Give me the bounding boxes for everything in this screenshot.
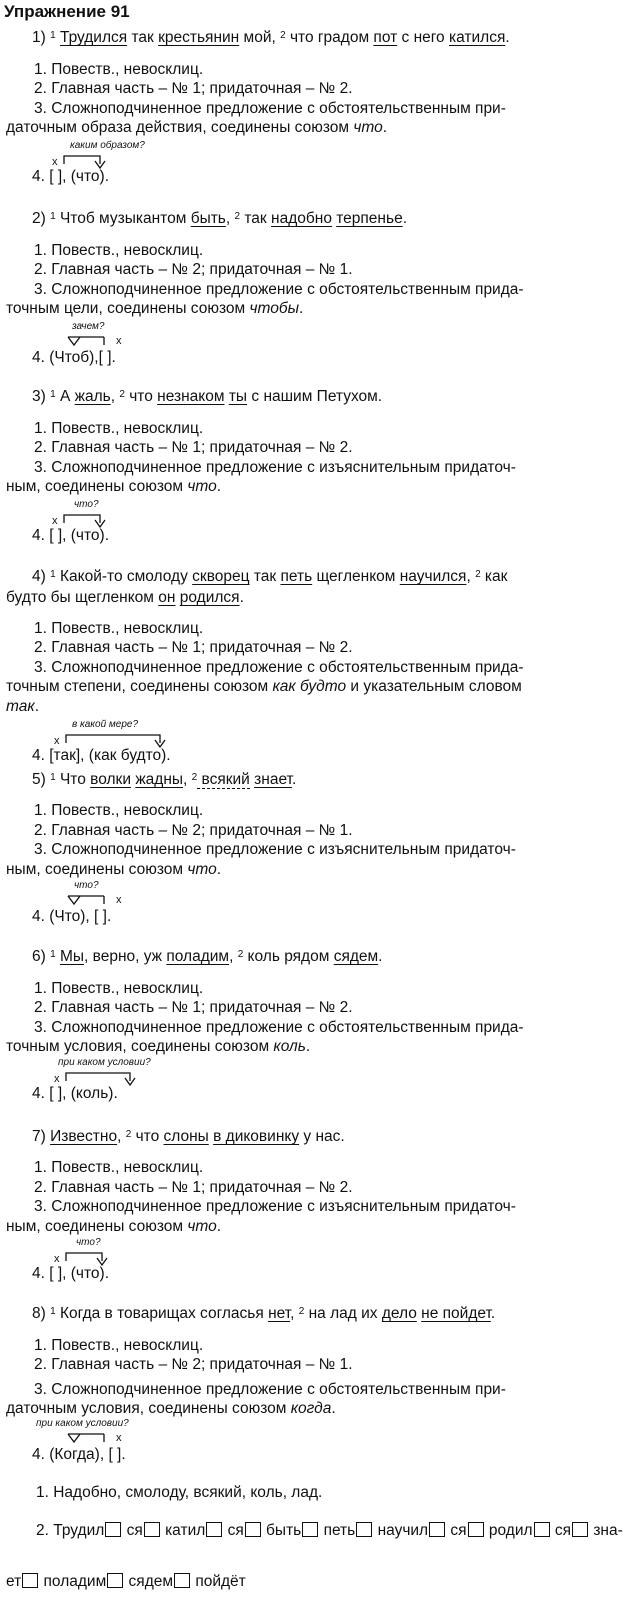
analysis-item: даточным условия, соединены союзом когда. <box>6 1400 336 1417</box>
sentence-number: 6) <box>32 948 46 965</box>
analysis-item: ным, соединены союзом что. <box>6 478 222 495</box>
analysis-item: 2. Главная часть – № 2; придаточная – № 1. <box>34 1356 353 1373</box>
sentence-5 <box>32 770 296 789</box>
analysis-item: 1. Повеств., невосклиц. <box>34 242 204 259</box>
ending-box-icon <box>534 1522 550 1537</box>
grammatical-basis-word: не пойдет <box>421 1305 491 1322</box>
sentence-6 <box>32 947 382 966</box>
scheme-question: что? <box>76 1237 101 1248</box>
sentence-3 <box>32 387 382 406</box>
sentence-fragment: , верно, уж <box>84 948 167 965</box>
sentence-fragment: с него <box>397 29 449 46</box>
analysis-item: 1. Повеств., невосклиц. <box>34 1159 204 1176</box>
analysis-item: 3. Сложноподчиненное предложение с изъяснительным придаточ- <box>34 1198 516 1215</box>
analysis-item: 3. Сложноподчиненное предложение с обстоятельственным при- <box>34 100 506 117</box>
scheme-question: что? <box>74 499 99 510</box>
sentence-text <box>50 210 407 227</box>
scheme-question: каким образом? <box>70 140 145 151</box>
sentence-number: 5) <box>32 771 46 788</box>
morpheme-word: ся <box>126 1522 143 1539</box>
morpheme-word: ет <box>6 1573 22 1590</box>
sentence-fragment: Какой-то смолоду <box>55 568 193 585</box>
ending-box-icon <box>174 1573 190 1588</box>
grammatical-basis-word: научился <box>399 568 467 585</box>
morpheme-word: поладим <box>43 1573 107 1590</box>
sentence-fragment: мой, <box>239 29 281 46</box>
sentence-fragment: . <box>378 948 383 965</box>
analysis-item: даточным образа действия, соединены союзом что. <box>6 119 388 136</box>
sentence-text <box>50 948 382 965</box>
scheme-question: зачем? <box>72 321 105 332</box>
sentence-scheme <box>32 880 232 925</box>
analysis-item: 3. Сложноподчиненное предложение с обстоятельственным прида- <box>34 659 524 676</box>
ending-box-icon <box>429 1522 445 1537</box>
clause-number: 1 <box>50 30 56 41</box>
ending-box-icon <box>107 1573 123 1588</box>
sentence-text <box>50 1128 345 1145</box>
analysis-item: 1. Повеств., невосклиц. <box>34 1337 204 1354</box>
analysis-item: 3. Сложноподчиненное предложение с изъяснительным придаточ- <box>34 841 516 858</box>
sentence-scheme <box>32 1057 252 1102</box>
clause-number: 2 <box>237 949 244 960</box>
grammatical-basis-word: нет <box>268 1305 291 1322</box>
morpheme-word: катил <box>165 1522 206 1539</box>
sentence-fragment: . <box>291 771 297 788</box>
sentence-scheme <box>32 719 252 764</box>
final-answer-line-2 <box>36 1522 623 1540</box>
sentence-fragment: , <box>183 771 192 788</box>
sentence-fragment: , <box>117 1128 126 1145</box>
scheme-question: в какой мере? <box>72 719 139 730</box>
sentence-fragment: А <box>55 388 75 405</box>
sentence-fragment: щегленком <box>312 568 400 585</box>
sentence-1 <box>32 28 510 47</box>
ending-box-icon <box>302 1522 318 1537</box>
grammatical-basis-word: слоны <box>163 1128 209 1145</box>
grammatical-basis-word: Известно <box>50 1128 118 1145</box>
analysis-item: 1. Повеств., невосклиц. <box>34 420 204 437</box>
analysis-item: так. <box>6 698 39 715</box>
ending-box-icon <box>22 1573 38 1588</box>
scheme-formula: 4. [ ], (что). <box>32 1265 110 1282</box>
sentence-fragment: , <box>225 210 235 227</box>
sentence-fragment: , <box>229 948 238 965</box>
sentence-scheme <box>32 499 232 544</box>
sentence-fragment: как <box>480 568 508 585</box>
sentence-number: 7) <box>32 1128 46 1145</box>
analysis-item: 3. Сложноподчиненное предложение с изъяснительным придаточ- <box>34 459 516 476</box>
morpheme-word: Трудил <box>53 1522 105 1539</box>
grammatical-basis-word: родился <box>179 589 240 606</box>
scheme-x-mark: x <box>116 335 122 347</box>
ending-box-icon <box>245 1522 261 1537</box>
clause-number: 1 <box>50 389 56 400</box>
sentence-number: 3) <box>32 388 46 405</box>
sentence-scheme <box>32 321 232 366</box>
ending-box-icon <box>144 1522 160 1537</box>
analysis-item: 3. Сложноподчиненное предложение с обстоятельственным при- <box>34 1381 506 1398</box>
analysis-item: точным степени, соединены союзом как будто и указательным словом <box>6 678 522 695</box>
clause-number: 1 <box>50 569 56 580</box>
analysis-item: точным цели, соединены союзом чтобы. <box>6 300 304 317</box>
sentence-fragment: , <box>290 1305 299 1322</box>
final-answer-number: 2. <box>36 1522 49 1539</box>
ending-box-icon <box>206 1522 222 1537</box>
clause-number: 2 <box>125 1129 132 1140</box>
grammatical-basis-word: Трудился <box>59 29 128 46</box>
sentence-fragment: так <box>127 29 159 46</box>
exercise-title: Упражнение 91 <box>4 2 130 21</box>
sentence-8 <box>32 1304 495 1323</box>
sentence-number: 8) <box>32 1305 46 1322</box>
analysis-item: ным, соединены союзом что. <box>6 861 222 878</box>
analysis-item: 1. Повеств., невосклиц. <box>34 980 204 997</box>
morpheme-word: пойдёт <box>195 1573 246 1590</box>
grammatical-basis-word: надобно <box>271 210 332 227</box>
sentence-number: 1) <box>32 29 46 46</box>
sentence-4 <box>32 567 507 586</box>
sentence-scheme <box>32 1418 252 1463</box>
sentence-scheme <box>32 140 232 185</box>
grammatical-basis-word: петь <box>280 568 313 585</box>
sentence-number: 4) <box>32 568 46 585</box>
sentence-text <box>50 771 296 788</box>
ending-box-icon <box>105 1522 121 1537</box>
sentence-fragment: , <box>110 388 120 405</box>
morpheme-word: зна- <box>593 1522 623 1539</box>
analysis-item: 3. Сложноподчиненное предложение с обстоятельственным прида- <box>34 1019 524 1036</box>
sentence-fragment: Что <box>55 771 91 788</box>
sentence-fragment: так <box>240 210 272 227</box>
grammatical-basis-word: Мы <box>59 948 85 965</box>
grammatical-basis-word: терпенье <box>336 210 403 227</box>
sentence-scheme <box>32 1237 232 1282</box>
scheme-question: что? <box>74 880 99 891</box>
sentence-fragment: Когда в товарищах согласья <box>55 1305 269 1322</box>
analysis-item: ным, соединены союзом что. <box>6 1218 222 1235</box>
clause-number: 2 <box>475 569 481 580</box>
grammatical-basis-word: быть <box>190 210 226 227</box>
analysis-item: 2. Главная часть – № 1; придаточная – № 2. <box>34 1179 353 1196</box>
sentence-4-continuation <box>6 588 244 607</box>
clause-number: 2 <box>191 772 198 783</box>
morpheme-word: научил <box>377 1522 429 1539</box>
sentence-fragment: . <box>239 589 244 606</box>
scheme-formula: 4. [ ], (коль). <box>32 1085 118 1102</box>
grammatical-basis-word: знает <box>254 771 292 788</box>
clause-number: 1 <box>50 949 56 960</box>
grammatical-basis-word: крестьянин <box>158 29 240 46</box>
sentence-fragment: что <box>124 388 158 405</box>
morpheme-word: ся <box>450 1522 467 1539</box>
grammatical-basis-word: жаль <box>74 388 111 405</box>
sentence-fragment: так <box>249 568 281 585</box>
clause-number: 2 <box>280 30 286 41</box>
analysis-item: 2. Главная часть – № 1; придаточная – № 2. <box>34 439 353 456</box>
morpheme-word: ся <box>554 1522 572 1539</box>
sentence-fragment: . <box>505 29 510 46</box>
analysis-item: 1. Повеств., невосклиц. <box>34 620 204 637</box>
grammatical-basis-word: незнаком <box>157 388 225 405</box>
morpheme-word: петь <box>323 1522 356 1539</box>
grammatical-basis-word: сядем <box>333 948 379 965</box>
sentence-fragment: коль рядом <box>243 948 334 965</box>
sentence-fragment: , <box>466 568 476 585</box>
sentence-fragment: . <box>490 1305 496 1322</box>
clause-number: 1 <box>50 772 56 783</box>
ending-box-icon <box>356 1522 372 1537</box>
grammatical-basis-word: жадны <box>135 771 184 788</box>
grammatical-basis-word: он <box>158 589 176 606</box>
scheme-formula: 4. [ ], (что). <box>32 527 110 544</box>
sentence-fragment: Чтоб музыкантом <box>55 210 191 227</box>
scheme-formula: 4. [ ], (что). <box>32 168 110 185</box>
morpheme-word: родил <box>488 1522 533 1539</box>
scheme-x-mark: x <box>54 1253 60 1265</box>
sentence-text <box>50 29 510 46</box>
analysis-item: 3. Сложноподчиненное предложение с обстоятельственным прида- <box>34 281 524 298</box>
analysis-item: 1. Повеств., невосклиц. <box>34 61 204 78</box>
sentence-fragment: с нашим Петухом. <box>247 388 383 405</box>
morpheme-word: ся <box>227 1522 244 1539</box>
attribute-word: всякий <box>197 771 250 788</box>
morpheme-word: быть <box>266 1522 302 1539</box>
analysis-item: 2. Главная часть – № 1; придаточная – № 2. <box>34 999 353 1016</box>
morpheme-word: сядем <box>128 1573 174 1590</box>
clause-number: 1 <box>50 1306 56 1317</box>
grammatical-basis-word: скворец <box>192 568 250 585</box>
clause-number: 1 <box>50 211 56 222</box>
sentence-fragment: у нас. <box>299 1128 345 1145</box>
analysis-item: 2. Главная часть – № 2; придаточная – № 1. <box>34 822 353 839</box>
scheme-question: при каком условии? <box>58 1057 151 1068</box>
sentence-text <box>50 568 507 585</box>
sentence-7 <box>32 1127 345 1146</box>
sentence-text <box>50 388 382 405</box>
scheme-question: при каком условии? <box>36 1418 129 1429</box>
clause-number: 2 <box>119 389 125 400</box>
sentence-fragment: что градом <box>285 29 374 46</box>
scheme-formula: 4. (Когда), [ ]. <box>32 1446 126 1463</box>
scheme-x-mark: x <box>116 1432 122 1444</box>
grammatical-basis-word: пот <box>373 29 398 46</box>
clause-number: 2 <box>298 1306 305 1317</box>
scheme-formula: 4. [так], (как будто). <box>32 747 171 764</box>
morpheme-words-list <box>53 1522 623 1539</box>
analysis-item: 2. Главная часть – № 2; придаточная – № 1. <box>34 261 353 278</box>
grammatical-basis-word: волки <box>90 771 131 788</box>
scheme-x-mark: x <box>116 894 122 906</box>
analysis-item: 1. Повеств., невосклиц. <box>34 802 204 819</box>
scheme-x-mark: x <box>52 515 58 527</box>
scheme-x-mark: x <box>54 735 60 747</box>
sentence-fragment: на лад их <box>304 1305 382 1322</box>
grammatical-basis-word: поладим <box>166 948 230 965</box>
scheme-formula: 4. (Чтоб),[ ]. <box>32 349 116 366</box>
clause-number: 2 <box>234 211 241 222</box>
scheme-x-mark: x <box>52 156 58 168</box>
sentence-text <box>50 1305 495 1322</box>
ending-box-icon <box>572 1522 588 1537</box>
grammatical-basis-word: в диковинку <box>213 1128 300 1145</box>
scheme-x-mark: x <box>54 1073 60 1085</box>
sentence-2 <box>32 209 407 228</box>
final-answer-line-3 <box>6 1572 246 1591</box>
analysis-item: 2. Главная часть – № 1; придаточная – № 2. <box>34 639 353 656</box>
analysis-item: точным условия, соединены союзом коль. <box>6 1038 311 1055</box>
scheme-formula: 4. (Что), [ ]. <box>32 908 112 925</box>
grammatical-basis-word: катился <box>449 29 506 46</box>
sentence-fragment: что <box>131 1128 164 1145</box>
final-answer-line-1: 1. Надобно, смолоду, всякий, коль, лад. <box>36 1484 323 1501</box>
grammatical-basis-word: дело <box>381 1305 417 1322</box>
analysis-item: 2. Главная часть – № 1; придаточная – № 2. <box>34 80 353 97</box>
sentence-fragment: . <box>402 210 407 227</box>
ending-box-icon <box>468 1522 484 1537</box>
sentence-fragment: будто бы щегленком <box>6 589 159 606</box>
grammatical-basis-word: ты <box>228 388 248 405</box>
sentence-number: 2) <box>32 210 46 227</box>
